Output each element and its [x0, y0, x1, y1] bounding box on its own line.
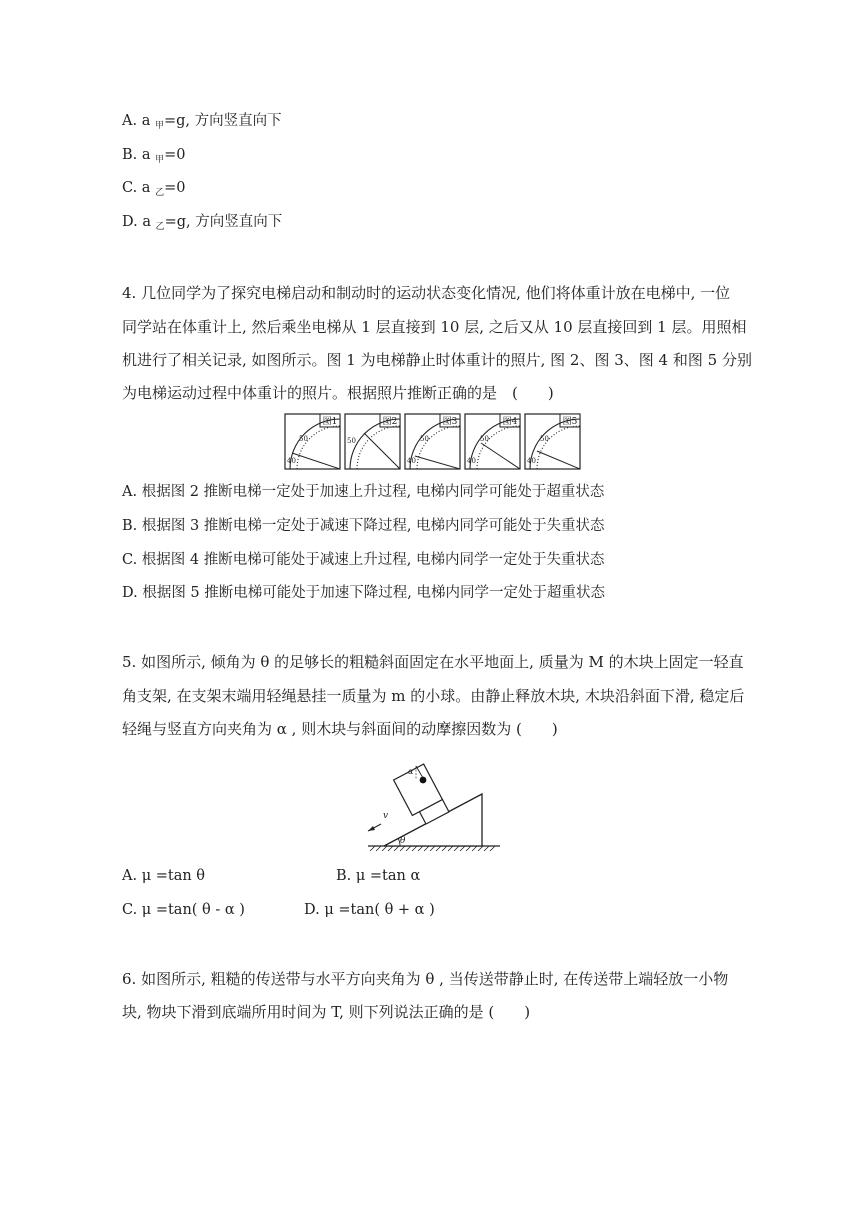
q6-stem-line-2: 块, 物块下滑到底端所用时间为 T, 则下列说法正确的是 ( ) — [122, 1003, 531, 1021]
q4-option-a: A. 根据图 2 推断电梯一定处于加速上升过程, 电梯内同学可能处于超重状态 — [122, 484, 605, 500]
dial-label-40: 40 — [407, 457, 416, 465]
q5-stem-line-3: 轻绳与竖直方向夹角为 α , 则木块与斜面间的动摩擦因数为 ( ) — [122, 720, 558, 738]
q3-option-d: D. a $_乙$=g, 方向竖直向下 — [122, 214, 283, 232]
q3-option-b: B. a $_甲$=0 — [122, 147, 186, 165]
q4-option-c: C. 根据图 4 推断电梯可能处于减速上升过程, 电梯内同学一定处于失重状态 — [122, 552, 605, 568]
dial-label-40: 40 — [287, 457, 296, 465]
q3-option-a: A. a $_甲$=g, 方向竖直向下 — [122, 113, 282, 131]
dial-label-50: 50 — [480, 435, 489, 443]
scale-photo-figures — [284, 413, 582, 470]
q3-option-c: C. a $_乙$=0 — [122, 180, 186, 198]
figure-label-4: 图4 — [502, 417, 518, 427]
dial-label-50: 50 — [347, 437, 356, 445]
figure-label-1: 图1 — [322, 417, 338, 427]
alpha-label: α — [408, 767, 414, 776]
velocity-label: v — [383, 811, 389, 821]
dial-label-50: 50 — [420, 435, 429, 443]
figure-label-2: 图2 — [382, 417, 398, 427]
q4-option-d: D. 根据图 5 推断电梯可能处于加速下降过程, 电梯内同学一定处于超重状态 — [122, 585, 605, 601]
q4-stem-line-4: 为电梯运动过程中体重计的照片。根据照片推断正确的是 ( ) — [122, 384, 554, 402]
q5-stem-line-2: 角支架, 在支架末端用轻绳悬挂一质量为 m 的小球。由静止释放木块, 木块沿斜面下滑, 稳定后 — [122, 687, 745, 705]
figure-label-3: 图3 — [442, 417, 458, 427]
q5-option-d: D. μ =tan( θ + α ) — [304, 902, 435, 918]
q6-stem-line-1: 6. 如图所示, 粗糙的传送带与水平方向夹角为 θ , 当传送带静止时, 在传送带上端轻放一小物 — [122, 970, 729, 988]
theta-label: θ — [400, 836, 406, 846]
q4-option-b: B. 根据图 3 推断电梯一定处于减速下降过程, 电梯内同学可能处于失重状态 — [122, 518, 605, 534]
scale-figure-5 — [525, 414, 582, 470]
q4-stem-line-3: 机进行了相关记录, 如图所示。图 1 为电梯静止时体重计的照片, 图 2、图 3、图 4 和图 5 分别 — [122, 351, 752, 369]
q5-option-b: B. μ =tan α — [336, 868, 421, 884]
figure-label-5: 图5 — [562, 417, 578, 427]
q4-stem-line-1: 4. 几位同学为了探究电梯启动和制动时的运动状态变化情况, 他们将体重计放在电梯中, 一位 — [122, 284, 731, 302]
q5-option-c: C. μ =tan( θ - α ) — [122, 902, 245, 918]
dial-label-50: 50 — [299, 435, 308, 443]
dial-label-40: 40 — [467, 457, 476, 465]
hanging-ball — [420, 777, 427, 784]
q4-stem-line-2: 同学站在体重计上, 然后乘坐电梯从 1 层直接到 10 层, 之后又从 10 层直接回到 1 层。用照相 — [122, 318, 747, 336]
incline-figure — [366, 754, 502, 856]
q5-option-a: A. μ =tan θ — [122, 868, 206, 884]
q5-stem-line-1: 5. 如图所示, 倾角为 θ 的足够长的粗糙斜面固定在水平地面上, 质量为 M 的木块上固定一轻直 — [122, 653, 744, 671]
dial-label-50: 50 — [540, 435, 549, 443]
dial-label-40: 40 — [527, 457, 536, 465]
